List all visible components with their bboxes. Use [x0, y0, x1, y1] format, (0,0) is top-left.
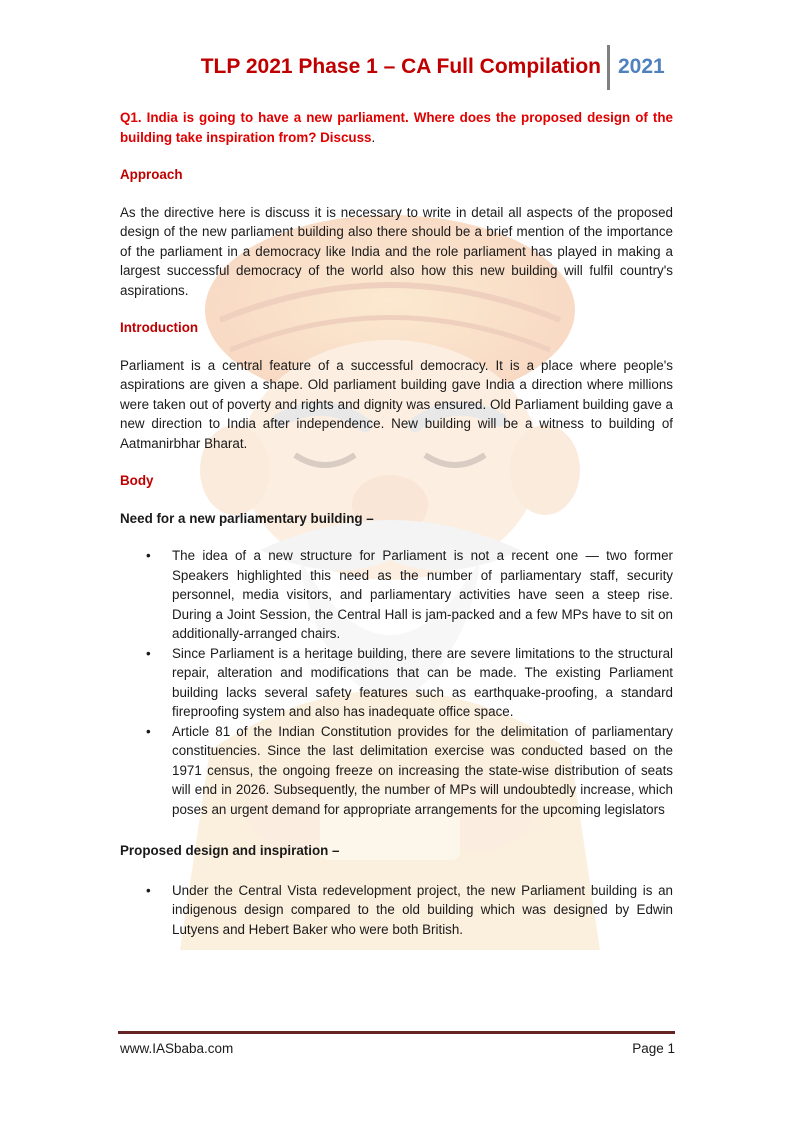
bullet-icon: • [146, 723, 151, 739]
list-item-text: Since Parliament is a heritage building, there are severe limitations to the structural repair, alteration and modifications that can be made. The existing Parliament building lacks several safety features such as earthquake-proofing, a standard fireproofing system and also has inadequate office space. [172, 645, 673, 719]
header-title: TLP 2021 Phase 1 – CA Full Compilation [200, 55, 601, 78]
list-item [120, 722, 673, 820]
header-divider [607, 45, 610, 90]
list-item-text: The idea of a new structure for Parliament is not a recent one — two former Speakers highlighted this need as the number of parliamentary staff, security personnel, media visitors, and parliamentary activities have seen a steep rise. During a Joint Session, the Central Hall is jam-packed and a few MPs have to sit on additionally-arranged chairs. [172, 548, 673, 641]
approach-paragraph: As the directive here is discuss it is necessary to write in detail all aspects of the proposed design of the new parliament building also there should be a brief mention of the importance of the parliament in a democracy like India and the role parliament has played in making a largest successful democracy of the world also how this new building will fulfil country's aspirations. [120, 204, 673, 298]
list-item [120, 644, 673, 722]
list-item-text: Under the Central Vista redevelopment project, the new Parliament building is an indigenous design compared to the old building which was designed by Edwin Lutyens and Hebert Baker who were both British. [172, 882, 673, 937]
footer-divider [118, 1031, 675, 1034]
bullet-icon: • [146, 645, 151, 661]
bullet-icon: • [146, 548, 151, 563]
list-item-text: Article 81 of the Indian Constitution provides for the delimitation of parliamentary constituencies. Since the last delimitation exercise was conducted based on the 1971 census, the ongoing freeze on increasing the state-wise distribution of seats will end in 2026. Subsequently, the number of MPs will undoubtedly increase, which poses an urgent demand for appropriate arrangements for the upcoming legislators [172, 723, 673, 817]
need-bullet-list [120, 546, 673, 819]
introduction-paragraph: Parliament is a central feature of a successful democracy. It is a place where people's aspirations are given a shape. Old parliament building gave India a direction where millions were taken out of poverty and rights and dignity was ensured. Old Parliament building gave a new direction to India after independence. New building will be a witness to building of Aatmanirbhar Bharat. [120, 357, 673, 451]
footer-page-number: Page 1 [632, 1041, 675, 1056]
approach-heading: Approach [120, 167, 183, 182]
header-year: 2021 [618, 55, 665, 78]
design-heading: Proposed design and inspiration – [120, 843, 340, 858]
list-item [120, 881, 673, 940]
introduction-heading: Introduction [120, 320, 199, 335]
question-text [120, 108, 673, 147]
document-body [120, 108, 673, 957]
list-item [120, 546, 673, 644]
need-heading: Need for a new parliamentary building – [120, 510, 374, 526]
question-period: . [371, 129, 376, 145]
body-heading: Body [120, 473, 154, 488]
footer-website: www.IASbaba.com [120, 1041, 234, 1056]
question-main: Q1. India is going to have a new parliament. Where does the proposed design of the building take inspiration from? Discuss [120, 110, 673, 145]
bullet-icon: • [146, 882, 151, 898]
page-header [0, 40, 793, 90]
design-bullet-list [120, 881, 673, 940]
